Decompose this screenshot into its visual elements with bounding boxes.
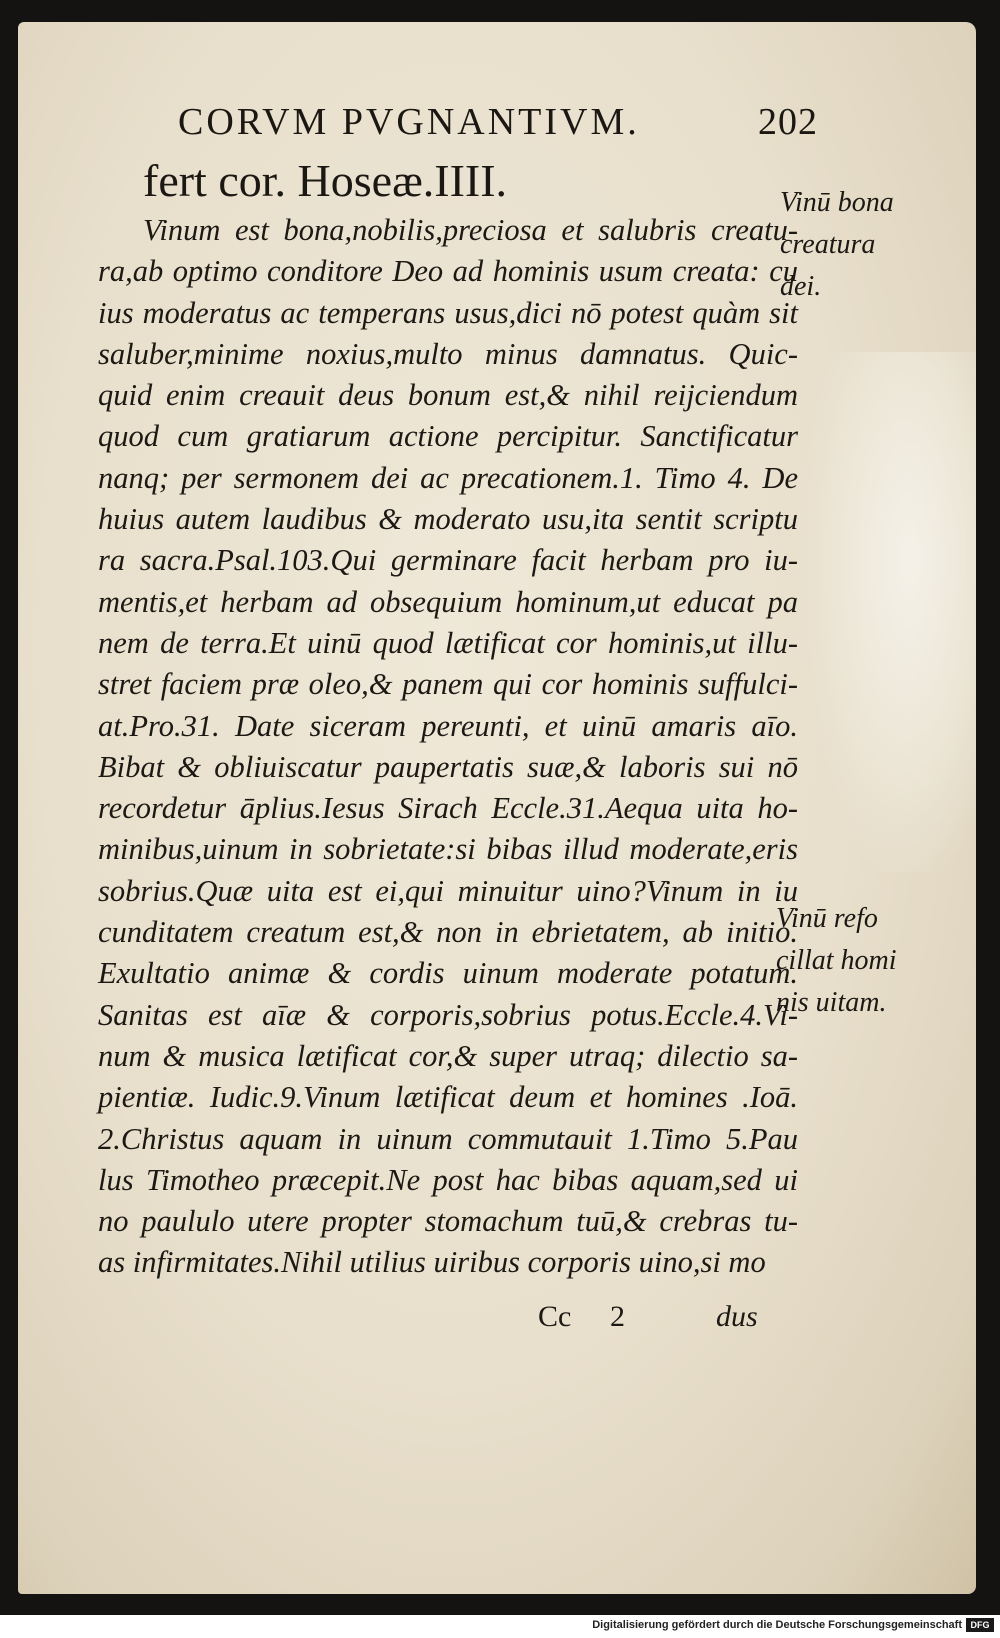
running-head-title: CORVM PVGNANTIVM. bbox=[178, 101, 640, 143]
marginal-note-line: Vinū refo bbox=[776, 903, 878, 934]
marginal-note bbox=[780, 182, 960, 308]
text-line: no paululo utere propter stomachum tuū,& crebras tu- bbox=[98, 1204, 798, 1239]
text-line: minibus,uinum in sobrietate:si bibas illud moderate,eris bbox=[98, 832, 798, 867]
text-line: lus Timotheo præcepit.Ne post hac bibas aquam,sed ui bbox=[98, 1162, 798, 1197]
text-line: cunditatem creatum est,& non in ebrietatem, ab initio. bbox=[98, 915, 798, 950]
dfg-logo: DFG bbox=[966, 1618, 994, 1632]
marginal-note bbox=[776, 898, 956, 1024]
marginal-note-line: Vinū bona bbox=[780, 187, 894, 218]
signature-mark: Cc bbox=[538, 1300, 572, 1333]
marginal-note-line: cillat homi bbox=[776, 945, 897, 976]
folio-number: 202 bbox=[758, 101, 818, 143]
text-line: pientiæ. Iudic.9.Vinum lætificat deum et homines .Ioā. bbox=[98, 1080, 798, 1115]
text-line: Exultatio animæ & cordis uinum moderate potatum. bbox=[98, 956, 798, 991]
text-line: ra,ab optimo conditore Deo ad hominis usum creata: cu bbox=[98, 254, 798, 289]
funding-credit: Digitalisierung gefördert durch die Deutsche Forschungsgemeinschaft bbox=[592, 1619, 962, 1631]
text-line: sobrius.Quæ uita est ei,qui minuitur uino?Vinum in iu bbox=[98, 873, 798, 908]
text-line: quid enim creauit deus bonum est,& nihil reijciendum bbox=[98, 378, 798, 413]
text-line: Vinum est bona,nobilis,preciosa et salubris creatu- bbox=[143, 213, 798, 247]
section-heading: fert cor. Hoseæ.IIII. bbox=[143, 155, 508, 206]
signature-number: 2 bbox=[610, 1300, 625, 1333]
running-head bbox=[178, 100, 818, 144]
marginal-note-line: nis uitam. bbox=[776, 987, 887, 1018]
body-text bbox=[98, 210, 798, 1284]
digitization-footer bbox=[0, 1615, 1000, 1638]
text-line: mentis,et herbam ad obsequium hominum,ut educat pa bbox=[98, 584, 798, 619]
text-line: as infirmitates.Nihil utilius uiribus corporis uino,si mo bbox=[98, 1245, 766, 1280]
text-line: ra sacra.Psal.103.Qui germinare facit herbam pro iu- bbox=[98, 543, 798, 578]
text-line: nanq; per sermonem dei ac precationem.1. Timo 4. De bbox=[98, 460, 798, 495]
text-line: num & musica lætificat cor,& super utraq; dilectio sa- bbox=[98, 1038, 798, 1073]
catchword: dus bbox=[716, 1300, 758, 1333]
book-page bbox=[18, 22, 976, 1594]
page-catchwords bbox=[538, 1300, 788, 1340]
text-line: 2.Christus aquam in uinum commutauit 1.Timo 5.Pau bbox=[98, 1121, 798, 1156]
water-stain bbox=[808, 352, 976, 872]
marginal-note-line: creatura bbox=[780, 229, 876, 260]
text-line: nem de terra.Et uinū quod lætificat cor hominis,ut illu- bbox=[98, 625, 798, 660]
text-line: at.Pro.31. Date siceram pereunti, et uinū amaris aīo. bbox=[98, 708, 798, 743]
text-line: quod cum gratiarum actione percipitur. Sanctificatur bbox=[98, 419, 798, 454]
marginal-note-line: dei. bbox=[780, 271, 822, 302]
text-line: stret faciem præ oleo,& panem qui cor hominis suffulci- bbox=[98, 667, 798, 702]
text-line: Sanitas est aīæ & corporis,sobrius potus.Eccle.4.Vi- bbox=[98, 997, 798, 1032]
text-line: saluber,minime noxius,multo minus damnatus. Quic- bbox=[98, 336, 798, 371]
text-line: Bibat & obliuiscatur paupertatis suæ,& laboris sui nō bbox=[98, 749, 798, 784]
text-line: huius autem laudibus & moderato usu,ita sentit scriptu bbox=[98, 502, 798, 537]
text-line: recordetur āplius.Iesus Sirach Eccle.31.Aequa uita ho- bbox=[98, 791, 798, 826]
text-line: ius moderatus ac temperans usus,dici nō potest quàm sit bbox=[98, 295, 798, 330]
